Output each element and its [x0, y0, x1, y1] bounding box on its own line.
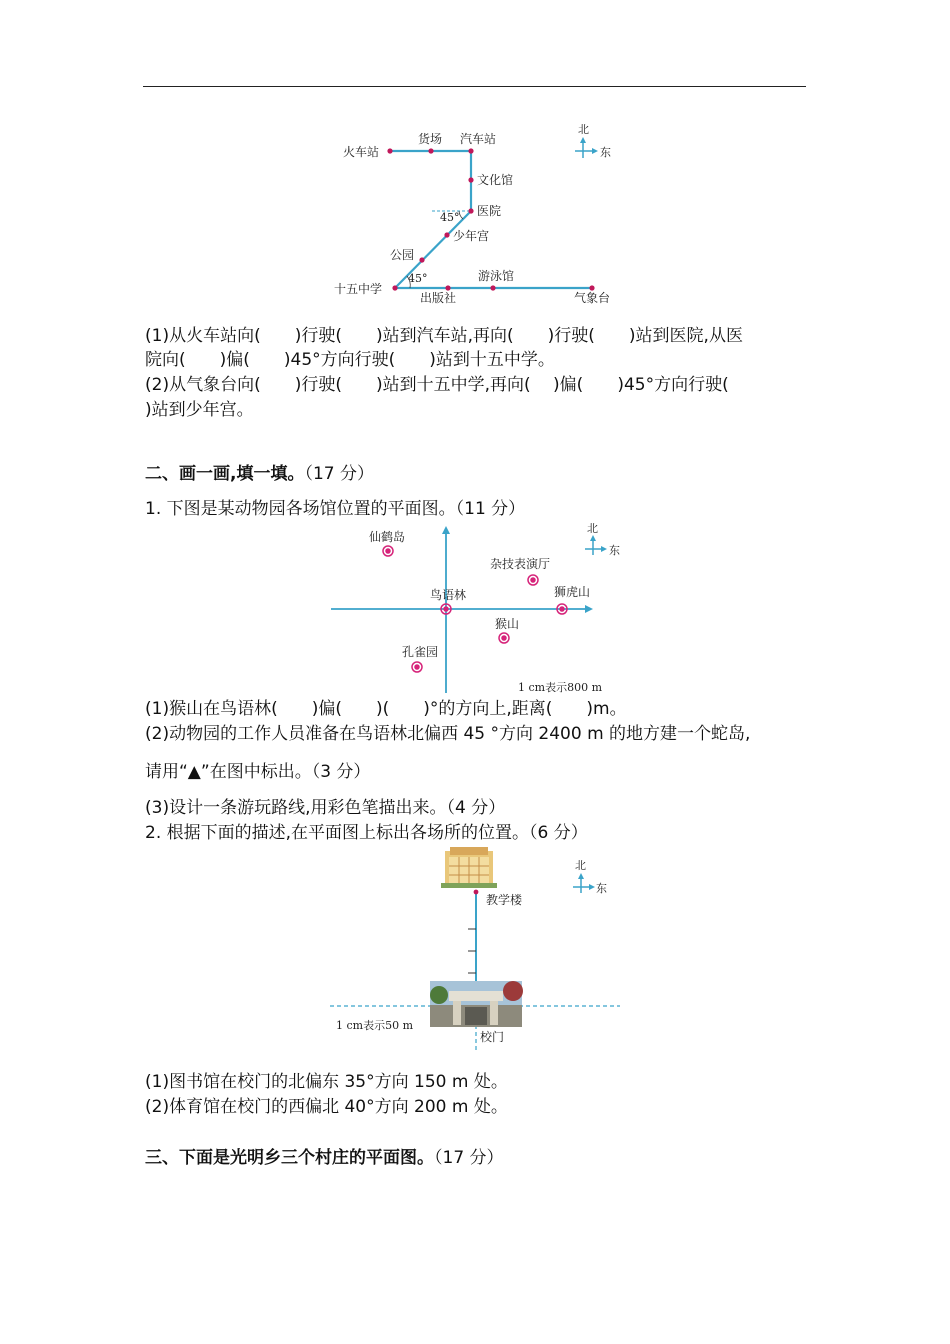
zoo-map-figure — [325, 518, 625, 698]
compass-2-north: 北 — [587, 522, 598, 535]
top-rule — [143, 86, 806, 87]
section2-score: （17 分） — [304, 464, 375, 484]
label-shihushan: 狮虎山 — [554, 585, 591, 599]
label-youyongguan: 游泳馆 — [478, 269, 515, 283]
label-qichezhan: 汽车站 — [460, 132, 497, 146]
label-shiwuzhongxue: 十五中学 — [334, 282, 383, 296]
label-angle2: 45° — [408, 272, 428, 285]
section3-heading — [145, 1147, 504, 1169]
label-angle1: 45° — [440, 211, 460, 224]
q2-line5: 2. 根据下面的描述,在平面图上标出各场所的位置。（6 分） — [145, 823, 588, 843]
q2-line3: 请用“▲”在图中标出。（3 分） — [145, 762, 371, 782]
teaching-building-image — [441, 847, 497, 888]
q2-line2: (2)动物园的工作人员准备在鸟语林北偏西 45 °方向 2400 m 的地方建一个蛇岛, — [145, 724, 751, 744]
section3-score: （17 分） — [434, 1148, 504, 1168]
school-map-figure — [325, 845, 625, 1055]
label-kongqueyuan: 孔雀园 — [402, 645, 439, 659]
label-wenhuaguan: 文化馆 — [477, 173, 514, 187]
label-huochezhan: 火车站 — [343, 145, 380, 159]
label-gongyuan: 公园 — [390, 248, 415, 262]
school-gate-image — [430, 981, 523, 1027]
label-xianhedao: 仙鹤岛 — [369, 530, 406, 544]
compass-1-north: 北 — [578, 123, 589, 136]
label-jiaoxuelou: 教学楼 — [486, 893, 523, 907]
compass-3-north: 北 — [575, 859, 586, 872]
station-gongyuan — [419, 257, 424, 262]
label-houshan: 猴山 — [495, 617, 520, 631]
q3-line2: (2)体育馆在校门的西偏北 40°方向 200 m 处。 — [145, 1097, 508, 1117]
station-qixiangtai — [589, 285, 594, 290]
compass-2 — [585, 535, 607, 555]
q3-line1: (1)图书馆在校门的北偏东 35°方向 150 m 处。 — [145, 1072, 508, 1092]
station-shiwuzhongxue — [392, 285, 397, 290]
q1-line1: (1)从火车站向( )行驶( )站到汽车站,再向( )行驶( )站到医院,从医 — [145, 326, 743, 346]
route-map-figure — [320, 118, 630, 308]
label-qixiangtai: 气象台 — [574, 291, 611, 305]
station-shaoniangong — [444, 232, 449, 237]
label-shaoniangong: 少年宫 — [453, 229, 490, 243]
compass-1 — [575, 137, 598, 158]
label-niaoyulin: 鸟语林 — [430, 588, 467, 602]
label-zajibiaoyanting: 杂技表演厅 — [490, 557, 551, 571]
label-chubanshe: 出版社 — [420, 291, 457, 305]
label-yiyuan: 医院 — [477, 204, 502, 218]
zoo-scale: 1 cm表示800 m — [518, 681, 603, 694]
q2-line1: (1)猴山在鸟语林( )偏( )( )°的方向上,距离( )m。 — [145, 699, 627, 719]
q2-line4: (3)设计一条游玩路线,用彩色笔描出来。（4 分） — [145, 798, 506, 818]
station-qichezhan — [468, 148, 473, 153]
compass-1-east: 东 — [600, 146, 611, 159]
label-huochang: 货场 — [418, 132, 443, 146]
label-xiaomen: 校门 — [480, 1030, 505, 1044]
compass-3-east: 东 — [596, 882, 607, 895]
school-scale: 1 cm表示50 m — [336, 1019, 414, 1032]
q1-line2: 院向( )偏( )45°方向行驶( )站到十五中学。 — [145, 350, 555, 370]
section2-title: 二、画一画,填一填。 — [145, 464, 305, 484]
station-wenhuaguan — [468, 177, 473, 182]
station-youyongguan — [490, 285, 495, 290]
section3-title: 三、下面是光明乡三个村庄的平面图。 — [145, 1148, 434, 1168]
station-huochang — [428, 148, 433, 153]
section2-item1: 1. 下图是某动物园各场馆位置的平面图。（11 分） — [145, 499, 526, 519]
station-chubanshe — [445, 285, 450, 290]
station-huochezhan — [387, 148, 392, 153]
section2-heading — [145, 463, 374, 485]
q1-line3: (2)从气象台向( )行驶( )站到十五中学,再向( )偏( )45°方向行驶( — [145, 375, 729, 395]
site-jiaoxuelou — [474, 890, 479, 895]
compass-3 — [573, 873, 595, 893]
compass-2-east: 东 — [609, 544, 620, 557]
q1-line4: )站到少年宫。 — [145, 400, 254, 420]
station-yiyuan — [468, 208, 473, 213]
